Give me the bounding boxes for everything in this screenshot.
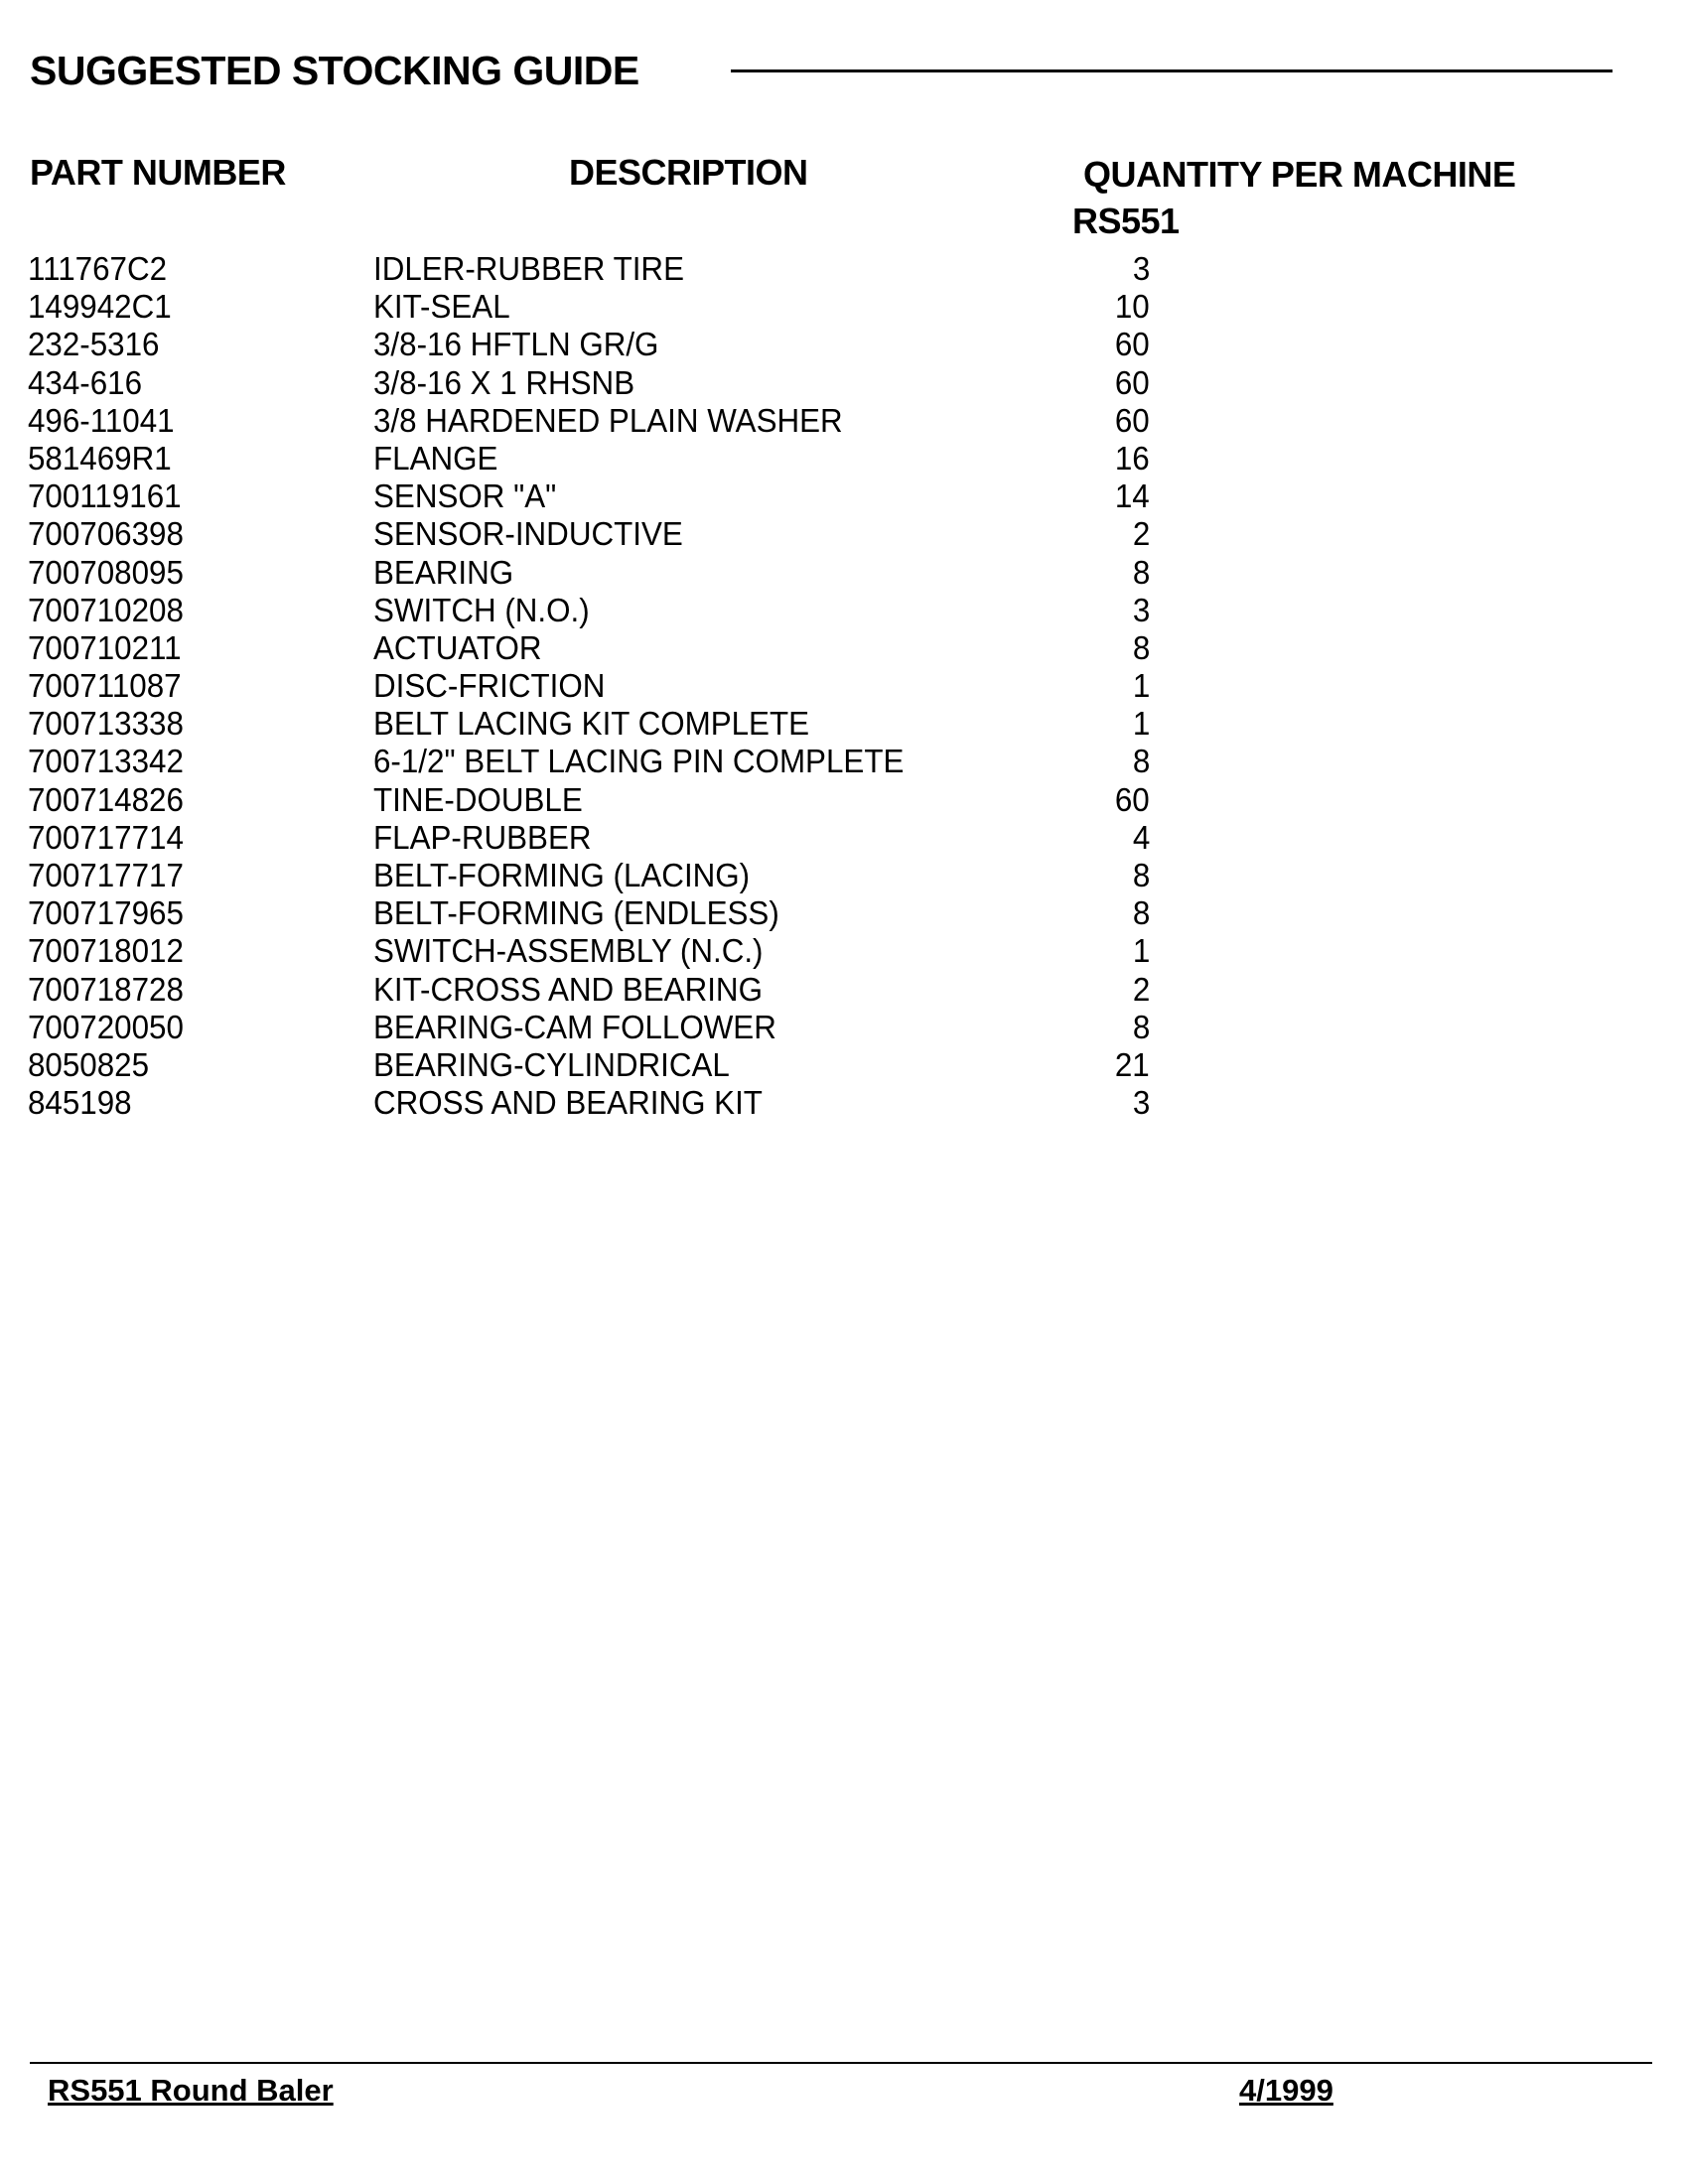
- quantity-cell: 3: [1132, 1084, 1150, 1122]
- quantity-cell: 60: [1115, 363, 1150, 401]
- table-row: [0, 667, 1684, 705]
- table-row: [0, 971, 1684, 1009]
- header-description: DESCRIPTION: [569, 152, 808, 193]
- description-cell: 3/8 HARDENED PLAIN WASHER: [373, 401, 843, 439]
- part-number-cell: 700119161: [28, 478, 182, 515]
- part-number-cell: 700717714: [28, 818, 184, 856]
- quantity-cell: 2: [1132, 515, 1150, 553]
- part-number-cell: 700710211: [28, 628, 182, 666]
- quantity-cell: 60: [1115, 780, 1150, 818]
- description-cell: BEARING-CYLINDRICAL: [373, 1045, 730, 1083]
- page-title: SUGGESTED STOCKING GUIDE: [30, 48, 639, 93]
- table-row: [0, 288, 1684, 326]
- quantity-cell: 16: [1115, 439, 1150, 477]
- table-row: [0, 554, 1684, 592]
- description-cell: TINE-DOUBLE: [373, 780, 583, 818]
- table-row: [0, 857, 1684, 894]
- table-row: [0, 894, 1684, 932]
- table-row: [0, 705, 1684, 743]
- part-number-cell: 8050825: [28, 1045, 150, 1083]
- description-cell: FLANGE: [373, 439, 498, 477]
- description-cell: ACTUATOR: [373, 628, 542, 666]
- quantity-cell: 8: [1132, 743, 1150, 780]
- part-number-cell: 845198: [28, 1084, 132, 1122]
- description-cell: BELT-FORMING (ENDLESS): [373, 894, 779, 932]
- quantity-cell: 3: [1132, 591, 1150, 628]
- quantity-cell: 1: [1132, 705, 1150, 743]
- part-number-cell: 700713338: [28, 705, 184, 743]
- table-row: [0, 819, 1684, 857]
- description-cell: SENSOR "A": [373, 478, 557, 515]
- table-row: [0, 478, 1684, 515]
- description-cell: IDLER-RUBBER TIRE: [373, 250, 684, 287]
- part-number-cell: 232-5316: [28, 326, 160, 363]
- description-cell: SENSOR-INDUCTIVE: [373, 515, 683, 553]
- description-cell: BEARING: [373, 553, 514, 591]
- quantity-cell: 8: [1132, 1008, 1150, 1045]
- table-row: [0, 629, 1684, 667]
- quantity-cell: 8: [1132, 628, 1150, 666]
- footer-rule: [30, 2062, 1652, 2064]
- quantity-cell: 60: [1115, 401, 1150, 439]
- description-cell: FLAP-RUBBER: [373, 818, 592, 856]
- quantity-cell: 10: [1115, 288, 1150, 326]
- quantity-cell: 8: [1132, 894, 1150, 932]
- table-row: [0, 364, 1684, 402]
- description-cell: 3/8-16 HFTLN GR/G: [373, 326, 659, 363]
- table-row: [0, 440, 1684, 478]
- quantity-cell: 14: [1115, 478, 1150, 515]
- quantity-cell: 8: [1132, 553, 1150, 591]
- part-number-cell: 700717717: [28, 857, 184, 893]
- table-row: [0, 1084, 1684, 1122]
- part-number-cell: 496-11041: [28, 401, 175, 439]
- description-cell: BELT-FORMING (LACING): [373, 857, 751, 893]
- description-cell: CROSS AND BEARING KIT: [373, 1084, 763, 1122]
- part-number-cell: 700713342: [28, 743, 184, 780]
- table-row: [0, 250, 1684, 288]
- footer-date: 4/1999: [1239, 2073, 1333, 2108]
- header-model: RS551: [1072, 201, 1180, 241]
- part-number-cell: 700714826: [28, 780, 184, 818]
- quantity-cell: 8: [1132, 857, 1150, 893]
- part-number-cell: 434-616: [28, 363, 143, 401]
- part-number-cell: 700718012: [28, 932, 184, 970]
- quantity-cell: 3: [1132, 250, 1150, 287]
- table-row: [0, 1046, 1684, 1084]
- part-number-cell: 700710208: [28, 591, 184, 628]
- table-row: [0, 326, 1684, 363]
- part-number-cell: 700706398: [28, 515, 184, 553]
- description-cell: BELT LACING KIT COMPLETE: [373, 705, 810, 743]
- part-number-cell: 111767C2: [28, 250, 168, 287]
- title-rule: [731, 69, 1613, 72]
- description-cell: SWITCH (N.O.): [373, 591, 590, 628]
- description-cell: KIT-SEAL: [373, 288, 510, 326]
- table-row: [0, 781, 1684, 819]
- part-number-cell: 700718728: [28, 970, 184, 1008]
- part-number-cell: 149942C1: [28, 288, 172, 326]
- part-number-cell: 581469R1: [28, 439, 172, 477]
- part-number-cell: 700711087: [28, 667, 182, 705]
- description-cell: 3/8-16 X 1 RHSNB: [373, 363, 635, 401]
- table-row: [0, 402, 1684, 440]
- table-row: [0, 515, 1684, 553]
- description-cell: KIT-CROSS AND BEARING: [373, 970, 763, 1008]
- quantity-cell: 1: [1132, 932, 1150, 970]
- table-row: [0, 1009, 1684, 1046]
- quantity-cell: 1: [1132, 667, 1150, 705]
- quantity-cell: 4: [1132, 818, 1150, 856]
- part-number-cell: 700708095: [28, 553, 184, 591]
- description-cell: BEARING-CAM FOLLOWER: [373, 1008, 776, 1045]
- description-cell: SWITCH-ASSEMBLY (N.C.): [373, 932, 764, 970]
- description-cell: 6-1/2" BELT LACING PIN COMPLETE: [373, 743, 905, 780]
- part-number-cell: 700720050: [28, 1008, 184, 1045]
- part-number-cell: 700717965: [28, 894, 184, 932]
- header-part-number: PART NUMBER: [30, 152, 286, 193]
- table-row: [0, 743, 1684, 780]
- header-quantity: QUANTITY PER MACHINE: [1083, 154, 1516, 195]
- footer-model: RS551 Round Baler: [48, 2073, 334, 2108]
- quantity-cell: 21: [1115, 1045, 1150, 1083]
- table-row: [0, 932, 1684, 970]
- quantity-cell: 60: [1115, 326, 1150, 363]
- quantity-cell: 2: [1132, 970, 1150, 1008]
- parts-table: [0, 250, 1684, 1122]
- table-row: [0, 592, 1684, 629]
- description-cell: DISC-FRICTION: [373, 667, 606, 705]
